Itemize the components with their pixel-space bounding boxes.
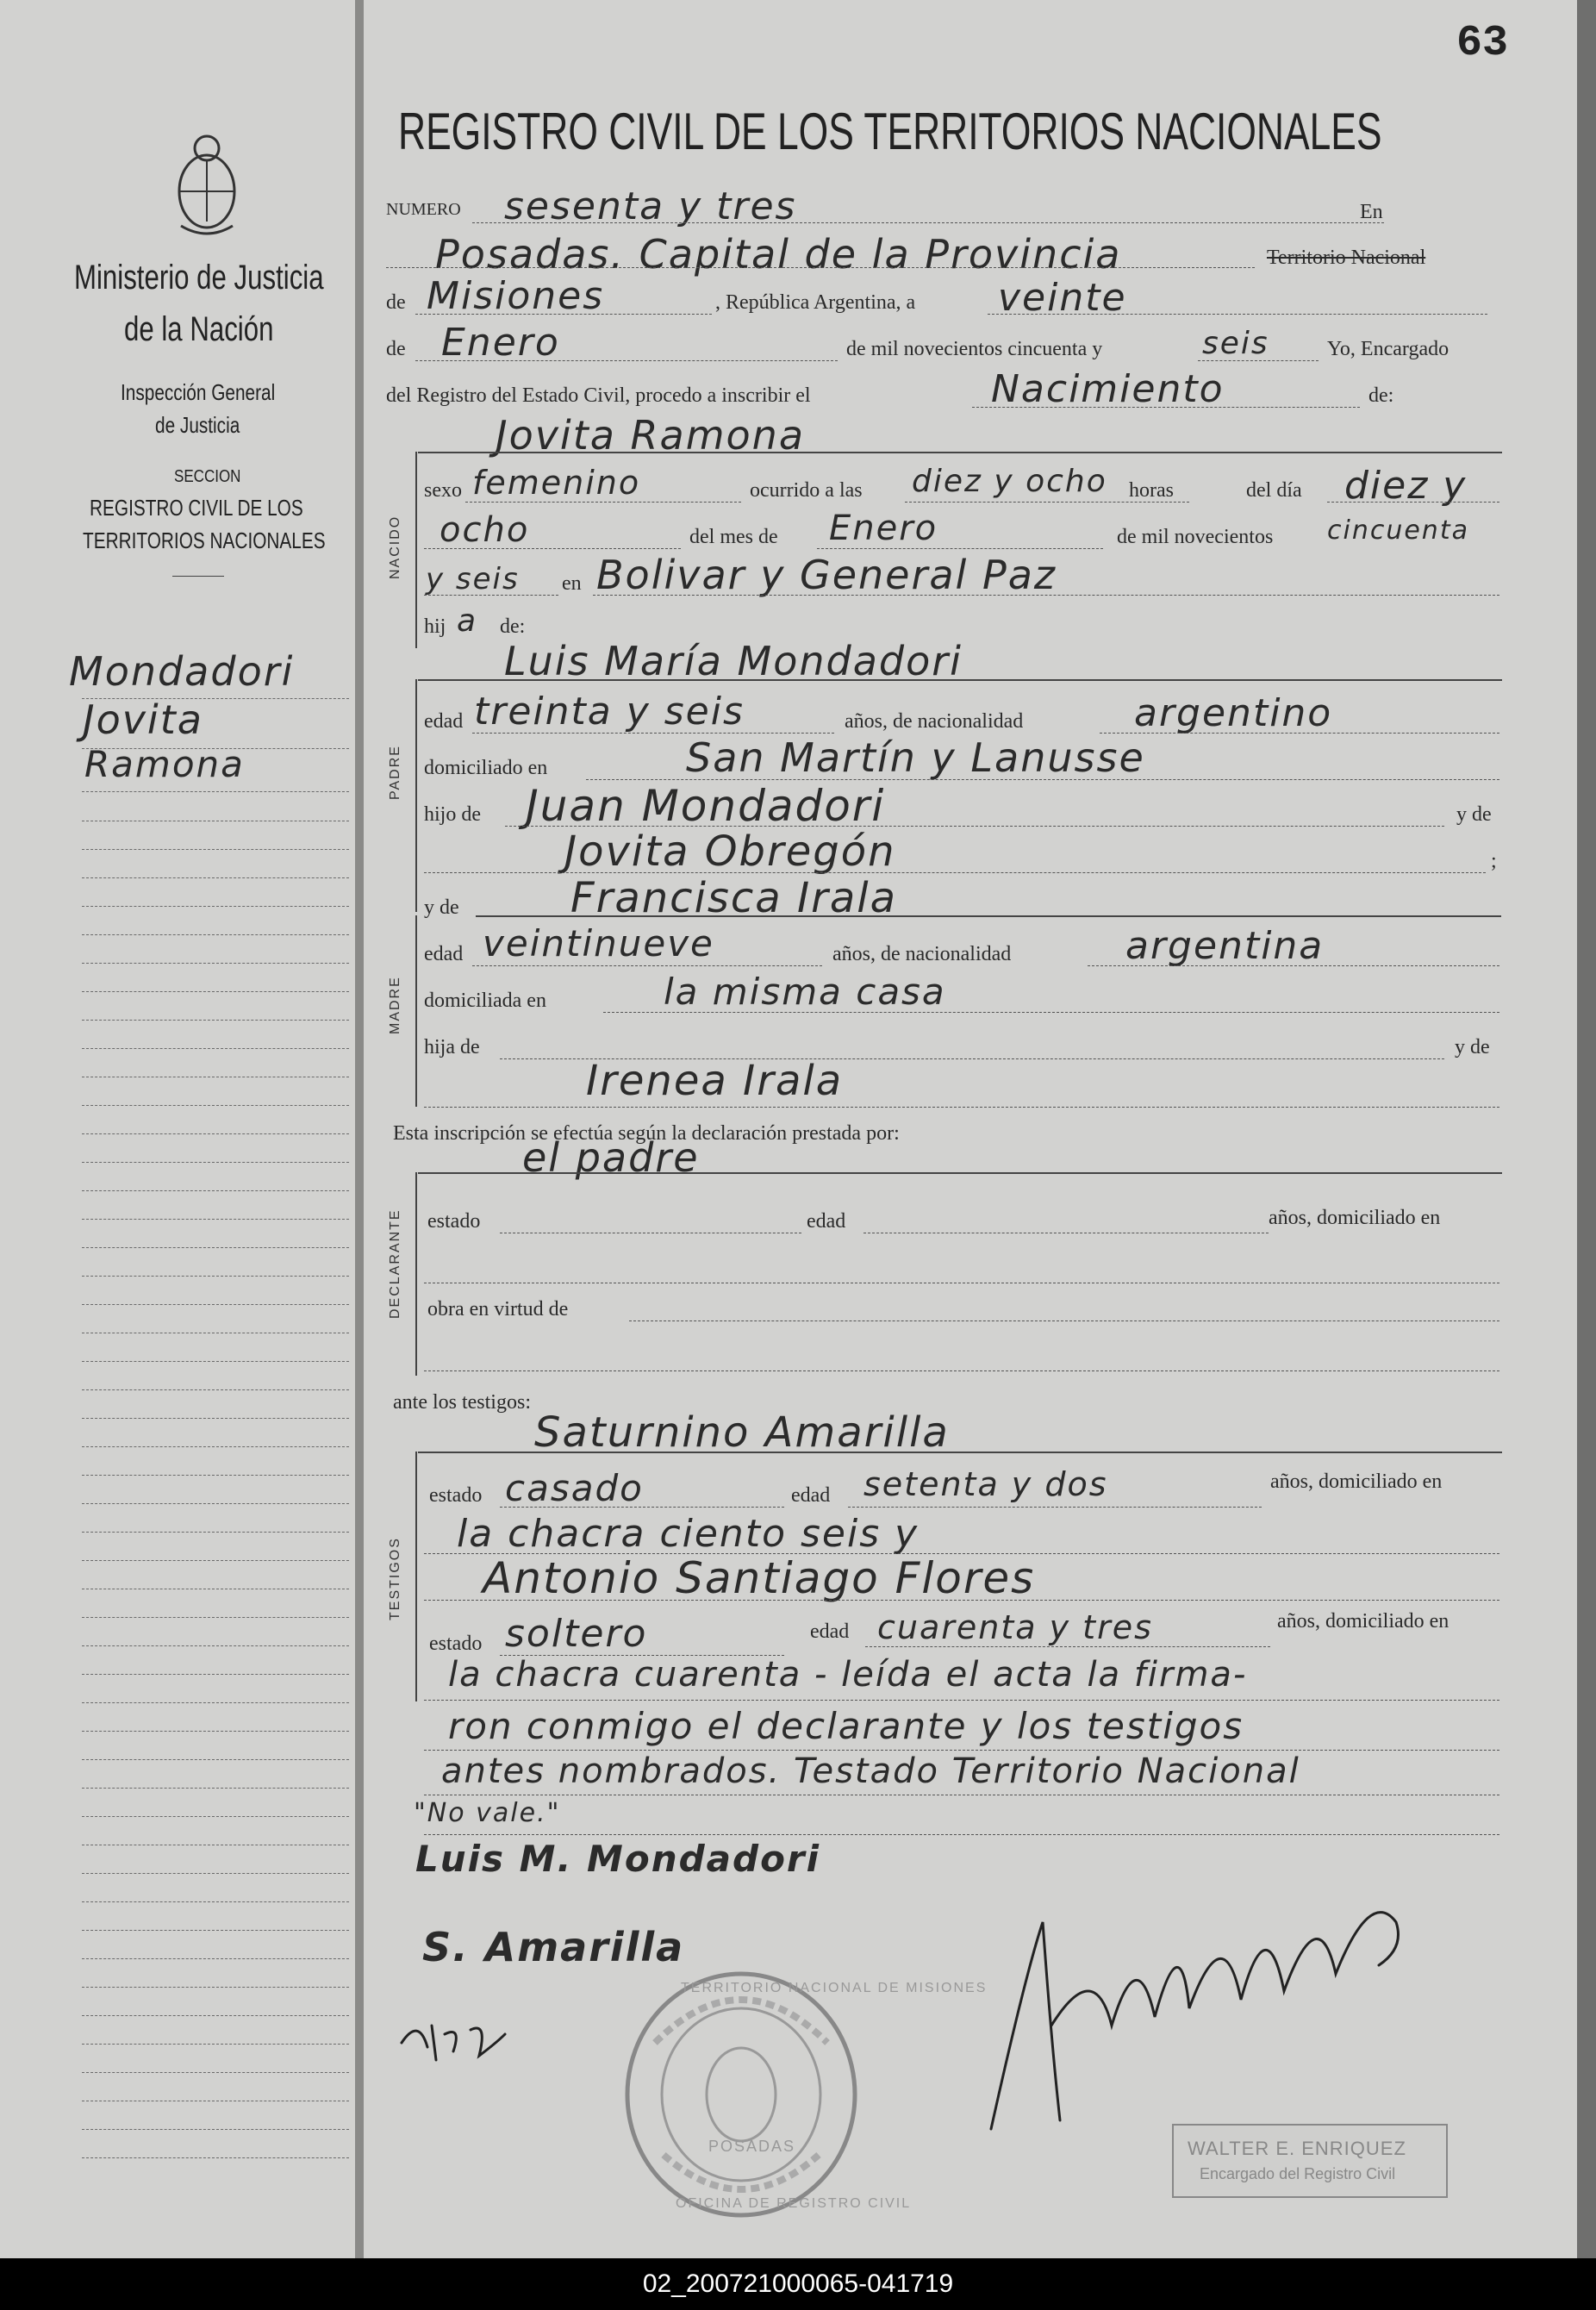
anos-nac-label: años, de nacionalidad <box>845 710 1024 733</box>
page-fold <box>355 0 364 2258</box>
madre-nac-value: argentina <box>1125 924 1325 968</box>
t2-edad-line <box>865 1646 1270 1647</box>
margin-name-2: Jovita <box>83 696 203 743</box>
hij-suffix-value: a <box>457 603 478 639</box>
testigo1-value: Saturnino Amarilla <box>534 1408 950 1457</box>
hora-value: diez y ocho <box>912 464 1107 499</box>
anos-dom-label: años, domiciliado en <box>1269 1207 1441 1229</box>
signature-1: Luis M. Mondadori <box>415 1838 821 1880</box>
page-title: REGISTRO CIVIL DE LOS TERRITORIOS NACIONALES <box>398 103 1382 160</box>
padre-edad-value: treinta y seis <box>474 690 745 734</box>
stamp-line-1: WALTER E. ENRIQUEZ <box>1188 2138 1406 2159</box>
t1-estado-value: casado <box>505 1467 644 1509</box>
registro-line-2: TERRITORIOS NACIONALES <box>83 528 326 553</box>
madre-dom-value: la misma casa <box>664 971 946 1013</box>
lugar-value: Posadas. Capital de la Provincia <box>435 231 1122 278</box>
anio-nac-value-2: y seis <box>426 562 520 596</box>
hija-de-label: hija de <box>424 1036 480 1058</box>
acto-value: Nacimiento <box>991 367 1225 411</box>
registro-line-1: REGISTRO CIVIL DE LOS <box>90 495 303 521</box>
t2-dom-line <box>424 1700 1499 1701</box>
horas-label: horas <box>1129 479 1174 502</box>
text-line-2: ron conmigo el declarante y los testigos <box>448 1705 1244 1747</box>
testigo2-value: Antonio Santiago Flores <box>483 1553 1036 1603</box>
madre-edad-line <box>472 965 822 966</box>
obra-line <box>629 1320 1499 1321</box>
madre-value: Francisca Irala <box>570 874 898 922</box>
edad-label: edad <box>424 710 464 733</box>
madre-nac-line <box>1088 965 1499 966</box>
numero-label: NUMERO <box>386 200 461 219</box>
hij-label: hij <box>424 615 446 638</box>
provincia-line <box>415 314 712 315</box>
anio-nac-value: cincuenta <box>1327 515 1469 546</box>
padre-nac-value: argentino <box>1134 691 1333 735</box>
t1-dom-value: la chacra ciento seis y <box>457 1512 920 1556</box>
estado3-label: estado <box>429 1633 483 1655</box>
t1-edad-line <box>848 1507 1262 1508</box>
madre-bracket <box>415 915 417 1107</box>
padre-edad-line <box>472 733 834 734</box>
t1-estado-line <box>500 1507 784 1508</box>
mes-nac-line <box>817 548 1103 549</box>
t1-edad-value: setenta y dos <box>863 1465 1108 1503</box>
obra-label: obra en virtud de <box>427 1298 569 1320</box>
edad5-label: edad <box>810 1620 850 1643</box>
numero-value: sesenta y tres <box>504 184 797 228</box>
padre-side-label: PADRE <box>388 745 402 800</box>
nacido-side-label: NACIDO <box>388 515 402 579</box>
ocurrido-label: ocurrido a las <box>750 479 863 502</box>
y-de3-label: y de <box>1455 1036 1490 1058</box>
testigo2-line <box>424 1600 1499 1601</box>
anos-dom2-label: años, domiciliado en <box>1270 1470 1443 1493</box>
anio-nac2-line <box>424 595 558 596</box>
domiciliado-label: domiciliado en <box>424 757 548 779</box>
en2-label: en <box>562 572 582 595</box>
testigos-bracket <box>415 1452 417 1701</box>
padre-madre-value: Jovita Obregón <box>564 827 896 876</box>
yo-label: Yo, Encargado <box>1327 338 1449 360</box>
republica-label: , República Argentina, a <box>715 291 916 314</box>
inscripcion-label: Esta inscripción se efectúa según la declaración prestada por: <box>393 1122 900 1145</box>
padre-padre-value: Juan Mondadori <box>526 781 886 831</box>
text-line-4-rule <box>424 1834 1499 1835</box>
edad4-label: edad <box>791 1484 831 1507</box>
t2-edad-value: cuarenta y tres <box>877 1608 1153 1646</box>
del-dia-label: del día <box>1246 479 1302 502</box>
acto-line <box>972 407 1360 408</box>
del-mes-label: del mes de <box>689 526 778 548</box>
mil-label: de mil novecientos cincuenta y <box>846 338 1103 360</box>
mes-line <box>415 360 838 361</box>
madre-dom-line <box>603 1012 1499 1013</box>
edad2-label: edad <box>424 943 464 965</box>
text-line-3: antes nombrados. Testado Territorio Nacional <box>441 1751 1300 1791</box>
padre-dom-line <box>586 779 1499 780</box>
provincia-value: Misiones <box>427 274 605 318</box>
estado2-label: estado <box>429 1484 483 1507</box>
anos-dom3-label: años, domiciliado en <box>1277 1610 1449 1633</box>
lugar-nac-value: Bolivar y General Paz <box>596 552 1057 598</box>
stamp-line-2: Encargado del Registro Civil <box>1200 2165 1396 2182</box>
de3-label: de: <box>1368 384 1394 407</box>
edad3-label: edad <box>807 1210 846 1233</box>
obra-line-2 <box>424 1370 1499 1371</box>
lugar-nac-line <box>593 595 1499 596</box>
seal-top-text: TERRITORIO NACIONAL DE MISIONES <box>681 1981 988 1995</box>
left-divider <box>172 576 224 577</box>
declarante-side-label: DECLARANTE <box>388 1208 402 1319</box>
padre-madre-line <box>424 872 1486 873</box>
sexo-label: sexo <box>424 479 462 502</box>
madre-madre-line <box>424 1107 1499 1108</box>
seccion-label: SECCION <box>174 467 241 486</box>
padre-nac-line <box>1100 733 1499 734</box>
dia-nac-line <box>1327 502 1499 503</box>
lugar-line <box>386 267 1255 268</box>
de4-label: de: <box>500 615 526 638</box>
seal-city-text: POSADAS <box>708 2138 796 2155</box>
anio-line <box>1198 360 1319 361</box>
semicolon-label: ; <box>1491 850 1497 872</box>
ministry-line-2: de la Nación <box>124 310 274 348</box>
dia-nac-value-2: ocho <box>440 510 530 550</box>
y-de2-label: y de <box>424 896 459 919</box>
madre-edad-value: veintinueve <box>483 922 714 965</box>
nombre-value: Jovita Ramona <box>496 412 806 459</box>
declarante-value: el padre <box>522 1134 700 1181</box>
caption-bar: 02_200721000065-041719 <box>0 2258 1596 2310</box>
dia-nac-value: diez y <box>1344 464 1468 508</box>
testigos-label: ante los testigos: <box>393 1391 531 1414</box>
padre-top-line <box>418 679 1502 681</box>
anos-nac2-label: años, de nacionalidad <box>832 943 1012 965</box>
dia-value: veinte <box>998 276 1127 320</box>
page-edge <box>1577 0 1596 2258</box>
mes-value: Enero <box>441 321 560 365</box>
hijo-de-label: hijo de <box>424 803 481 826</box>
madre-top-line <box>476 915 1501 917</box>
nacido-bracket <box>415 452 417 648</box>
t2-estado-value: soltero <box>505 1612 648 1656</box>
testigos-side-label: TESTIGOS <box>388 1537 402 1620</box>
declarante-bracket <box>415 1172 417 1376</box>
mes-nac-value: Enero <box>829 509 938 548</box>
dia-nac2-line <box>424 548 681 549</box>
sexo-line <box>465 502 741 503</box>
nacido-top-line <box>418 452 1502 453</box>
madre-madre-value: Irenea Irala <box>586 1057 844 1105</box>
territorio-label: Territorio Nacional <box>1267 247 1426 269</box>
t2-dom-value: la chacra cuarenta - leída el acta la firma- <box>448 1655 1248 1695</box>
coat-of-arms-icon <box>164 122 250 243</box>
dia-line <box>988 314 1487 315</box>
signature-3-icon <box>393 2008 514 2069</box>
estado-label: estado <box>427 1210 481 1233</box>
official-seal-icon <box>620 1965 862 2224</box>
page-number: 63 <box>1456 19 1509 68</box>
y-de-label: y de <box>1456 803 1492 826</box>
inspeccion-line-1: Inspección General <box>121 379 276 405</box>
name-stamp <box>1172 2124 1448 2198</box>
domiciliada-label: domiciliada en <box>424 990 546 1012</box>
seal-bottom-text: OFICINA DE REGISTRO CIVIL <box>676 2196 912 2211</box>
de-label: de <box>386 291 406 314</box>
signature-2: S. Amarilla <box>422 1924 685 1970</box>
padre-value: Luis María Mondadori <box>504 638 963 684</box>
madre-side-label: MADRE <box>388 976 402 1034</box>
ministry-line-1: Ministerio de Justicia <box>74 259 324 297</box>
padre-dom-value: San Martín y Lanusse <box>686 734 1145 781</box>
text-line-2-rule <box>424 1750 1499 1751</box>
margin-name-1: Mondadori <box>69 648 295 695</box>
en-label: En <box>1360 201 1383 223</box>
de-mil-label: de mil novecientos <box>1117 526 1274 548</box>
sexo-value: femenino <box>472 464 641 502</box>
registrar-signature-icon <box>974 1870 1439 2146</box>
testigos-top-line <box>418 1452 1502 1453</box>
numero-line <box>472 222 1384 223</box>
inspeccion-line-2: de Justicia <box>155 412 240 438</box>
anio-value: seis <box>1202 326 1269 361</box>
de2-label: de <box>386 338 406 360</box>
declarante-top-line <box>418 1172 1502 1174</box>
margin-name-3: Ramona <box>84 743 245 785</box>
registro-line-label: del Registro del Estado Civil, procedo a inscribir el <box>386 384 811 407</box>
padre-padre-line <box>505 826 1444 827</box>
padre-bracket <box>415 679 417 912</box>
text-line-4: "No vale." <box>414 1798 561 1828</box>
